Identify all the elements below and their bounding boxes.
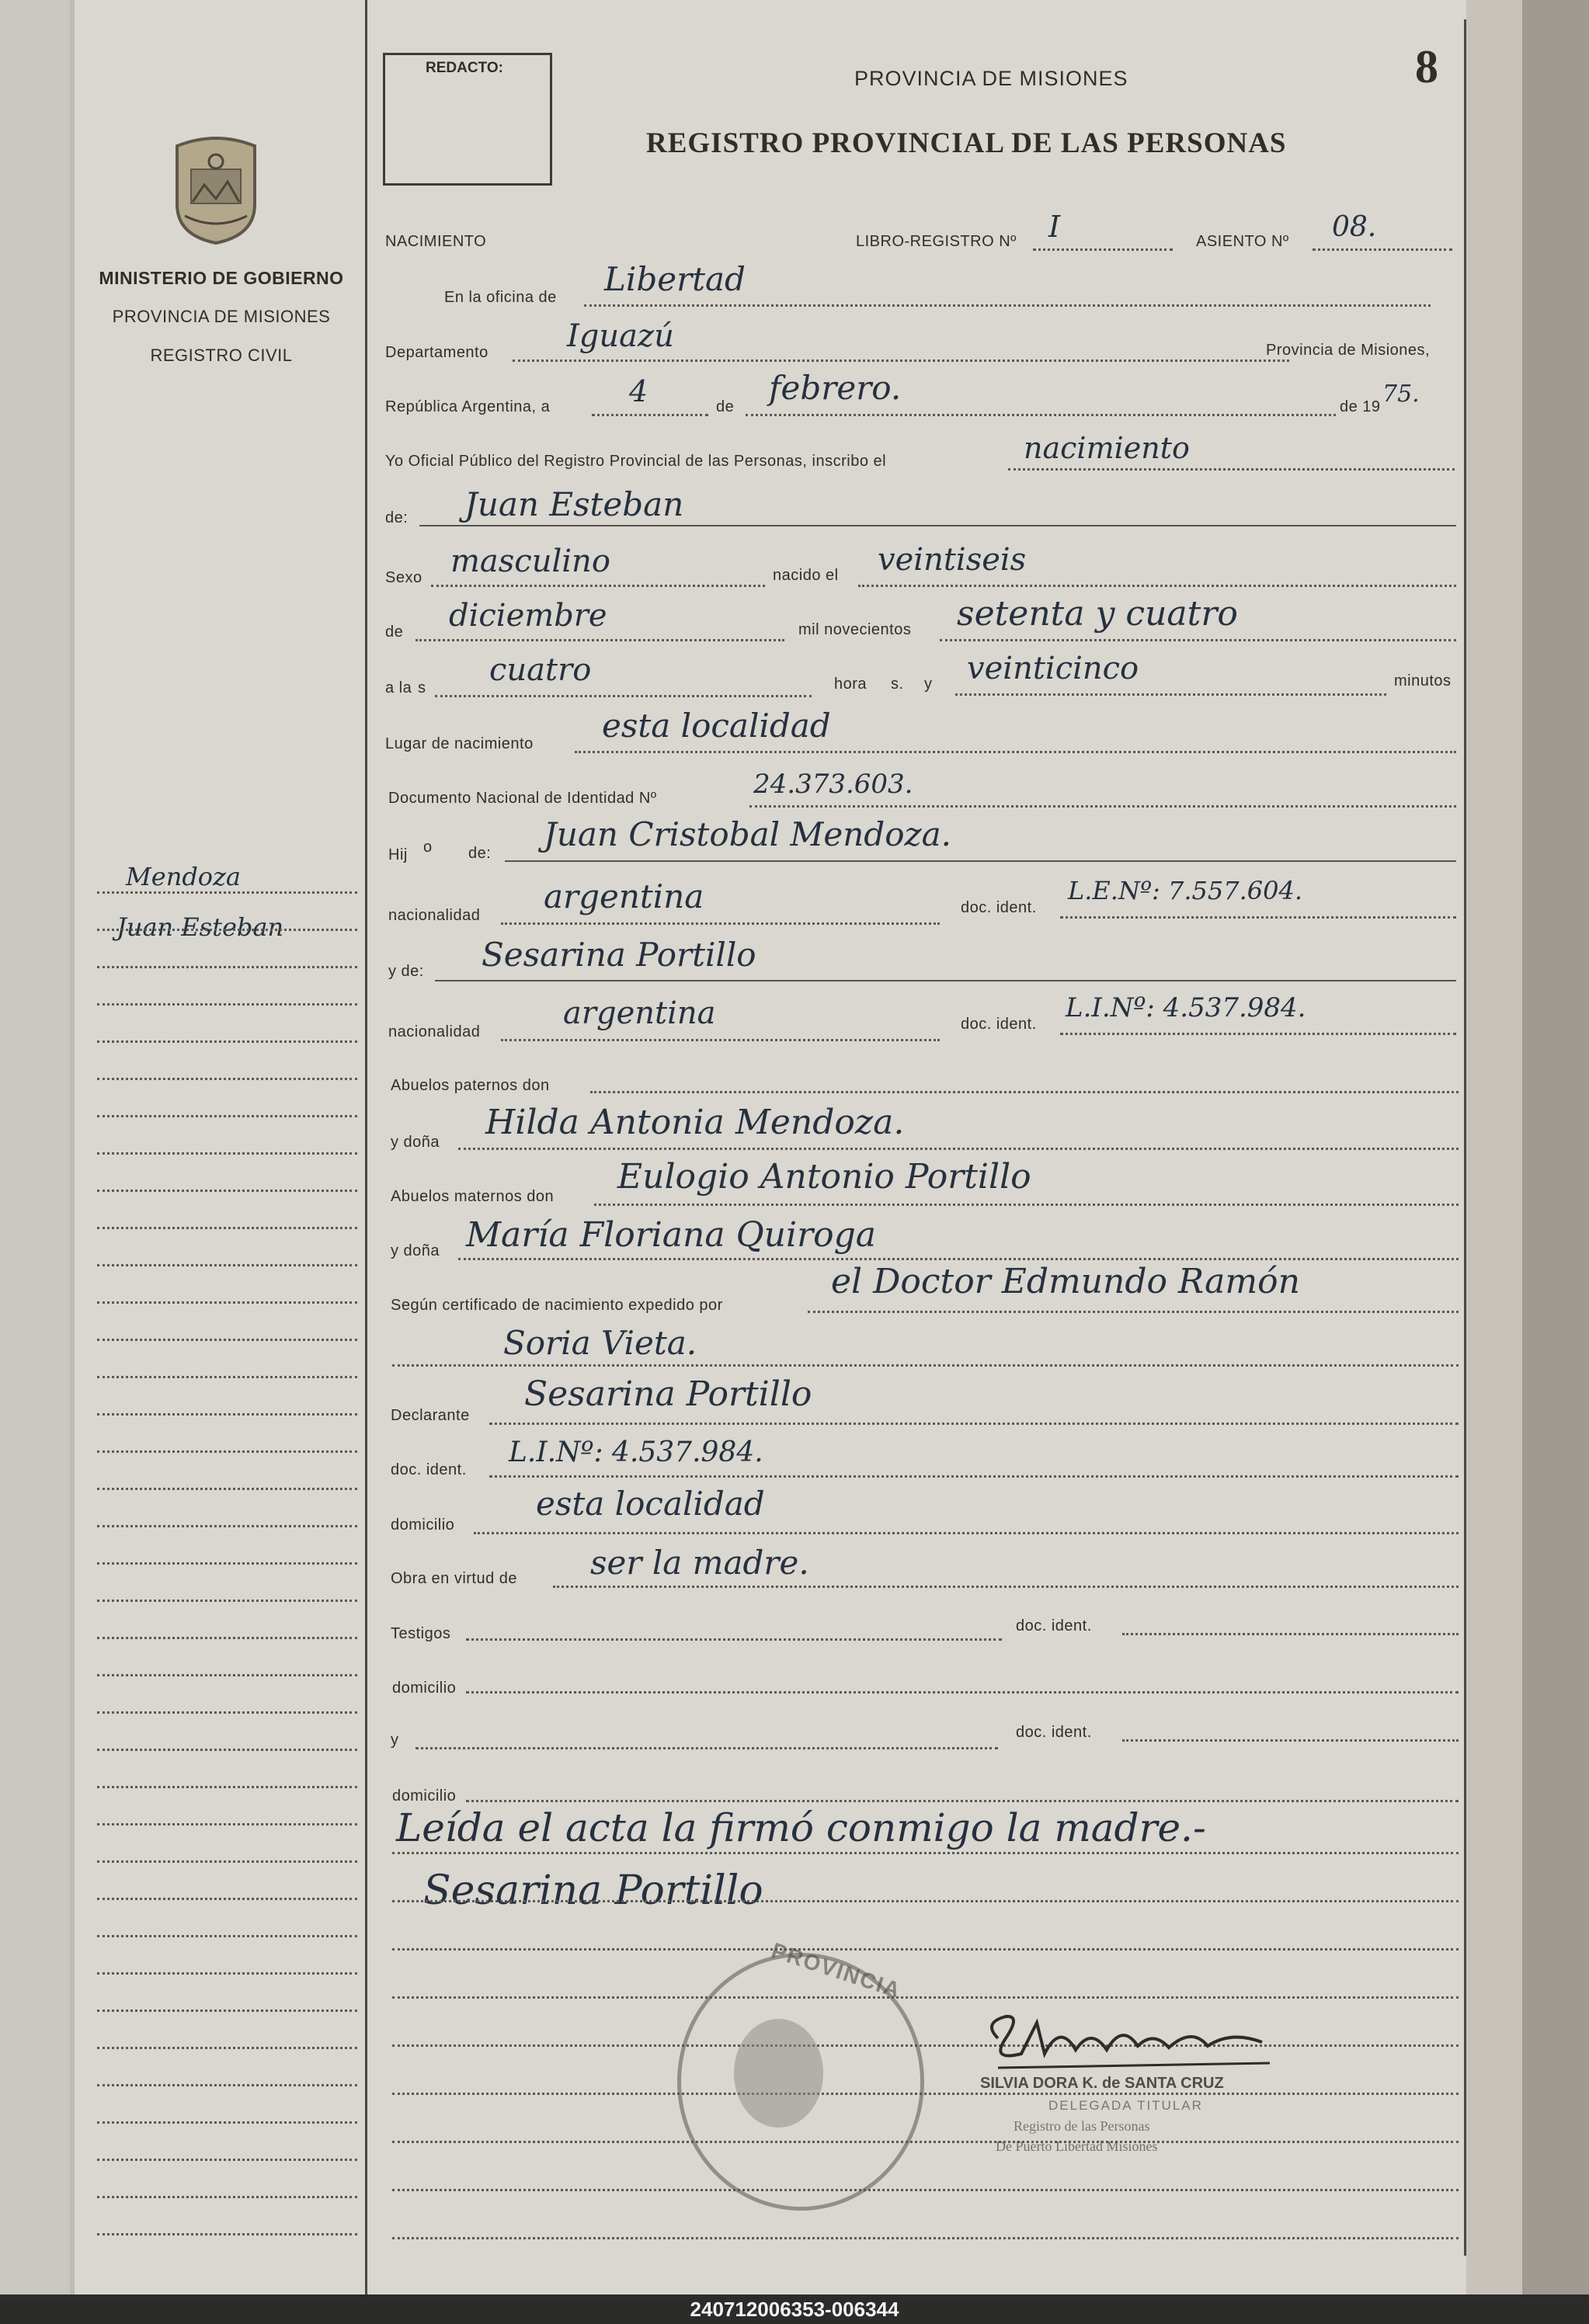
- margin-line: [97, 1115, 357, 1117]
- oficina-value: Libertad: [604, 260, 746, 298]
- page-fold: [70, 0, 75, 2294]
- ydona1-label: y doña: [391, 1134, 440, 1151]
- departamento-label: Departamento: [385, 344, 489, 361]
- margin-line: [97, 2233, 357, 2235]
- sexo-value: masculino: [450, 544, 610, 579]
- official-name: SILVIA DORA K. de SANTA CRUZ: [980, 2075, 1224, 2092]
- domicilio-value: esta localidad: [536, 1485, 765, 1523]
- sexo-line: [431, 585, 765, 587]
- official-office-1: Registro de las Personas: [1014, 2118, 1150, 2134]
- column-divider: [365, 0, 367, 2294]
- test2-dom-label: domicilio: [392, 1787, 457, 1805]
- minutos-value: veinticinco: [967, 651, 1139, 686]
- test2-doc-label: doc. ident.: [1016, 1724, 1092, 1741]
- margin-line: [97, 1786, 357, 1788]
- margin-line: [97, 1674, 357, 1676]
- lugar-line: [575, 751, 1456, 753]
- doc1-line: [1060, 916, 1456, 919]
- abuelo-mat-value: Eulogio Antonio Portillo: [617, 1157, 1031, 1197]
- decl-doc-label: doc. ident.: [391, 1461, 467, 1478]
- ministry-heading: MINISTERIO DE GOBIERNO: [99, 268, 344, 288]
- oficial-text: Yo Oficial Público del Registro Provincial de las Personas, inscribo el: [385, 453, 887, 470]
- margin-line: [97, 1600, 357, 1602]
- dni-line: [749, 805, 1456, 808]
- declarante-value: Sesarina Portillo: [524, 1374, 812, 1414]
- margin-line: [97, 1935, 357, 1937]
- departamento-value: Iguazú: [567, 318, 674, 354]
- page-number: 8: [1415, 41, 1438, 92]
- domicilio-line: [474, 1532, 1459, 1534]
- libro-value: I: [1048, 210, 1061, 244]
- mes-nac-line: [416, 639, 784, 641]
- certificado-value-2: Soria Vieta.: [503, 1324, 697, 1362]
- nombre-line: [419, 525, 1456, 526]
- abuelos-pat-label: Abuelos paternos don: [391, 1077, 550, 1094]
- body-line: [392, 2237, 1459, 2239]
- ydona2-label: y doña: [391, 1242, 440, 1259]
- sidebar-registry: REGISTRO CIVIL: [150, 346, 293, 365]
- de2-label: de: [385, 624, 404, 641]
- oficina-label: En la oficina de: [444, 289, 557, 306]
- page-stack-edge: [1522, 0, 1589, 2294]
- decl-doc-value: L.I.Nº: 4.537.984.: [509, 1436, 763, 1468]
- lugar-label: Lugar de nacimiento: [385, 735, 534, 752]
- doc2-label: doc. ident.: [961, 1016, 1037, 1033]
- margin-note-surname: Mendoza: [126, 862, 241, 891]
- test2-dom-line: [466, 1800, 1459, 1802]
- margin-line: [97, 1264, 357, 1266]
- declarante-label: Declarante: [391, 1407, 470, 1424]
- certificado-line: [808, 1311, 1459, 1313]
- asiento-label: ASIENTO Nº: [1196, 233, 1289, 250]
- hora-label: hora: [834, 676, 868, 693]
- de-label: de: [716, 398, 735, 415]
- nac2-line: [501, 1039, 940, 1041]
- minutos-line: [955, 693, 1386, 696]
- libro-label: LIBRO-REGISTRO Nº: [856, 233, 1017, 250]
- margin-line: [97, 1711, 357, 1714]
- hora-line: [435, 695, 812, 697]
- margin-line: [97, 1376, 357, 1378]
- abuela-mat-line: [458, 1258, 1459, 1260]
- abuela-pat-line: [458, 1148, 1459, 1150]
- margin-line: [97, 1823, 357, 1826]
- nacido-value: veintiseis: [878, 542, 1027, 578]
- sidebar-province: PROVINCIA DE MISIONES: [112, 307, 331, 326]
- margin-line: [97, 1227, 357, 1229]
- lugar-value: esta localidad: [602, 707, 831, 745]
- asiento-line: [1313, 248, 1452, 251]
- inscribo-line: [1008, 468, 1455, 471]
- stamp-text: PROVINCIA: [768, 1937, 905, 2003]
- obra-value: ser la madre.: [590, 1544, 809, 1582]
- test2-doc-line: [1122, 1739, 1459, 1742]
- footer-id: 240712006353-006344: [0, 2294, 1589, 2324]
- oficina-line: [584, 304, 1431, 307]
- domicilio-label: domicilio: [391, 1516, 455, 1534]
- margin-line: [97, 929, 357, 931]
- nac1-value: argentina: [544, 877, 704, 915]
- margin-line: [97, 1339, 357, 1341]
- anio-nac-line: [940, 639, 1456, 641]
- test-y-label: y: [391, 1732, 399, 1749]
- test-doc-line: [1122, 1633, 1459, 1635]
- test-dom-line: [466, 1691, 1459, 1693]
- minutos-label: minutos: [1394, 672, 1452, 690]
- stamp-emblem: [734, 2019, 823, 2128]
- margin-line: [97, 1190, 357, 1192]
- mes-value: febrero.: [769, 369, 902, 407]
- body-line: [392, 2093, 1459, 2095]
- hijo-label: Hij: [388, 846, 408, 863]
- body-line: [392, 1900, 1459, 1902]
- dni-value: 24.373.603.: [753, 769, 913, 800]
- body-line: [392, 2141, 1459, 2143]
- margin-line: [97, 1450, 357, 1453]
- provincia-suffix: Provincia de Misiones,: [1266, 342, 1431, 359]
- sexo-label: Sexo: [385, 569, 422, 586]
- margin-line: [97, 1413, 357, 1416]
- nacido-label: nacido el: [773, 567, 839, 584]
- doc2-line: [1060, 1033, 1456, 1035]
- body-line: [392, 2044, 1459, 2047]
- body-line: [392, 1948, 1459, 1951]
- mil-label: mil novecientos: [798, 621, 912, 638]
- body-line: [392, 2189, 1459, 2191]
- right-border-line: [1464, 19, 1466, 2256]
- nombre-value: Juan Esteban: [464, 485, 684, 523]
- y-label: y: [924, 676, 933, 693]
- anio-value: 75.: [1382, 380, 1420, 408]
- testigo2-line: [416, 1747, 998, 1749]
- margin-line: [97, 891, 357, 894]
- margin-line: [97, 1152, 357, 1155]
- margin-line: [97, 2159, 357, 2161]
- asiento-value: 08.: [1332, 211, 1377, 243]
- mes-nac-value: diciembre: [449, 598, 607, 634]
- nacido-line: [858, 585, 1456, 587]
- margin-note-name: Juan Esteban: [116, 912, 284, 942]
- obra-label: Obra en virtud de: [391, 1570, 518, 1587]
- margin-line: [97, 1860, 357, 1863]
- abuelos-mat-label: Abuelos maternos don: [391, 1188, 555, 1205]
- nac2-label: nacionalidad: [388, 1023, 481, 1040]
- margin-line: [97, 1488, 357, 1490]
- margin-line: [97, 1972, 357, 1975]
- margin-line: [97, 1301, 357, 1304]
- dia-line: [592, 414, 708, 416]
- doc1-value: L.E.Nº: 7.557.604.: [1068, 876, 1302, 905]
- official-signature: [975, 2007, 1285, 2077]
- province-seal-icon: [162, 130, 270, 247]
- redacto-label: REDACTO:: [426, 60, 503, 76]
- body-line: [392, 1852, 1459, 1854]
- closing-statement: Leída el acta la firmó conmigo la madre.-: [396, 1805, 1206, 1850]
- margin-line: [97, 1562, 357, 1565]
- certificado-label: Según certificado de nacimiento expedido por: [391, 1297, 723, 1314]
- margin-line: [97, 2121, 357, 2124]
- nac1-label: nacionalidad: [388, 907, 481, 924]
- header-title: REGISTRO PROVINCIAL DE LAS PERSONAS: [646, 127, 1287, 159]
- doc1-label: doc. ident.: [961, 899, 1037, 916]
- test-doc-label: doc. ident.: [1016, 1617, 1092, 1634]
- padre-value: Juan Cristobal Mendoza.: [544, 815, 951, 853]
- republica-label: República Argentina, a: [385, 398, 551, 415]
- nac1-line: [501, 922, 940, 925]
- margin-line: [97, 966, 357, 968]
- hora-s: s.: [891, 676, 904, 693]
- dia-value: 4: [629, 374, 648, 408]
- margin-line: [97, 1637, 357, 1639]
- margin-line: [97, 1898, 357, 1900]
- test-dom-label: domicilio: [392, 1680, 457, 1697]
- madre-value: Sesarina Portillo: [482, 936, 756, 974]
- inscribo-value: nacimiento: [1024, 431, 1190, 465]
- abuela-mat-value: María Floriana Quiroga: [466, 1215, 876, 1255]
- margin-line: [97, 1040, 357, 1043]
- hijo-de-label: de:: [468, 845, 492, 862]
- hora-value: cuatro: [489, 652, 592, 688]
- mes-line: [746, 414, 1336, 416]
- de19-label: de 19: [1340, 398, 1381, 415]
- abuelo-pat-line: [590, 1091, 1459, 1093]
- margin-line: [97, 1003, 357, 1006]
- obra-line: [553, 1586, 1459, 1588]
- yde-label: y de:: [388, 963, 424, 980]
- testigo1-line: [466, 1638, 1002, 1641]
- ala-label: a la: [385, 679, 412, 697]
- certificado-line-2: [392, 1364, 1459, 1367]
- ala-s: s: [418, 679, 426, 697]
- padre-line: [505, 860, 1456, 862]
- libro-line: [1033, 248, 1173, 251]
- official-title: DELEGADA TITULAR: [1048, 2098, 1203, 2113]
- nac2-value: argentina: [563, 995, 716, 1031]
- margin-line: [97, 2196, 357, 2198]
- body-line: [392, 1996, 1459, 1999]
- dni-label: Documento Nacional de Identidad Nº: [388, 790, 657, 807]
- page-left-strip: [0, 0, 70, 2294]
- decl-doc-line: [489, 1475, 1459, 1478]
- doc2-value: L.I.Nº: 4.537.984.: [1066, 992, 1306, 1023]
- testigos-label: Testigos: [391, 1625, 451, 1642]
- nacimiento-label: NACIMIENTO: [385, 233, 487, 250]
- official-office-2: De Puerto Libertad Misiones: [996, 2138, 1158, 2154]
- anio-nac-value: setenta y cuatro: [957, 594, 1238, 634]
- declarante-line: [489, 1423, 1459, 1425]
- mother-signature: Sesarina Portillo: [423, 1867, 763, 1914]
- de-persona-label: de:: [385, 509, 409, 526]
- certificado-value-1: el Doctor Edmundo Ramón: [831, 1262, 1300, 1301]
- margin-line: [97, 2047, 357, 2049]
- margin-line: [97, 1749, 357, 1751]
- abuelo-mat-line: [594, 1204, 1459, 1206]
- header-province: PROVINCIA DE MISIONES: [854, 67, 1128, 90]
- margin-line: [97, 2084, 357, 2086]
- hijo-o: o: [423, 839, 433, 856]
- margin-line: [97, 1078, 357, 1080]
- madre-line: [435, 980, 1456, 981]
- abuela-pat-value: Hilda Antonia Mendoza.: [485, 1103, 905, 1142]
- redacto-box: [383, 53, 552, 186]
- margin-line: [97, 2010, 357, 2012]
- departamento-line: [513, 360, 1289, 362]
- margin-line: [97, 1525, 357, 1527]
